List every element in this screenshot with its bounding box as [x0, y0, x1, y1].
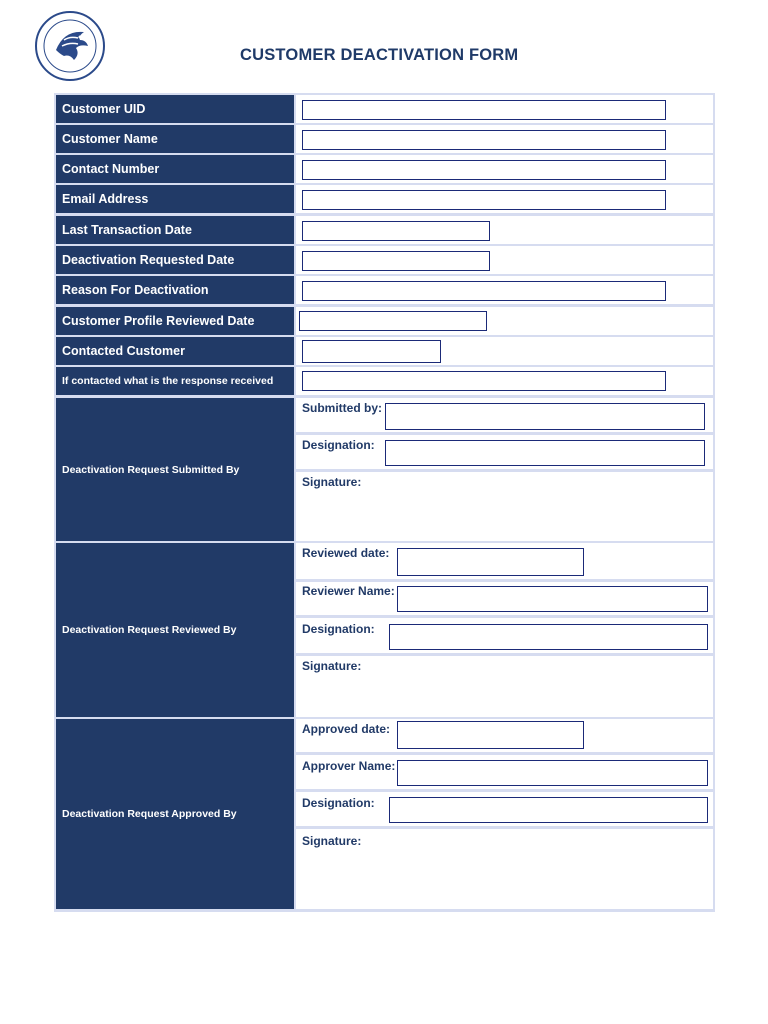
- deactivation-requested-date-input[interactable]: [302, 251, 490, 271]
- approver-name-label: Approver Name:: [302, 759, 396, 773]
- submitted-designation-label: Designation:: [302, 438, 375, 452]
- reviewer-name-input[interactable]: [397, 586, 708, 612]
- field-label-contact-number: Contact Number: [56, 155, 294, 183]
- field-row: [296, 155, 713, 183]
- reviewed-designation-label: Designation:: [302, 622, 375, 636]
- section-label-approved: Deactivation Request Approved By: [56, 719, 294, 909]
- field-label-last-transaction-date: Last Transaction Date: [56, 216, 294, 244]
- field-row: [296, 216, 713, 244]
- approved-signature-area[interactable]: [296, 829, 713, 909]
- divider: [296, 752, 713, 755]
- divider: [296, 789, 713, 792]
- field-label-email-address: Email Address: [56, 185, 294, 213]
- contact-response-input[interactable]: [302, 371, 666, 391]
- page-title: CUSTOMER DEACTIVATION FORM: [240, 46, 519, 64]
- field-label-customer-uid: Customer UID: [56, 95, 294, 123]
- submitted-by-label: Submitted by:: [302, 401, 382, 415]
- eagle-logo-icon: [34, 10, 106, 82]
- section-approved: [296, 719, 713, 909]
- approved-date-input[interactable]: [397, 721, 584, 749]
- field-row: [296, 125, 713, 153]
- field-label-customer-name: Customer Name: [56, 125, 294, 153]
- submitted-signature-label: Signature:: [302, 475, 362, 489]
- field-row: [296, 367, 713, 395]
- submitted-by-input[interactable]: [385, 403, 705, 430]
- approved-designation-input[interactable]: [389, 797, 708, 823]
- divider: [296, 579, 713, 582]
- field-label-customer-profile-reviewed-date: Customer Profile Reviewed Date: [56, 307, 294, 335]
- divider: [296, 615, 713, 618]
- field-label-contacted-customer: Contacted Customer: [56, 337, 294, 365]
- field-label-contact-response: If contacted what is the response received: [56, 367, 294, 395]
- customer-name-input[interactable]: [302, 130, 666, 150]
- field-row: [296, 307, 713, 335]
- approved-designation-label: Designation:: [302, 796, 375, 810]
- customer-profile-reviewed-date-input[interactable]: [299, 311, 487, 331]
- field-row: [296, 185, 713, 213]
- last-transaction-date-input[interactable]: [302, 221, 490, 241]
- reviewed-date-input[interactable]: [397, 548, 584, 576]
- contact-number-input[interactable]: [302, 160, 666, 180]
- approver-name-input[interactable]: [397, 760, 708, 786]
- section-label-submitted: Deactivation Request Submitted By: [56, 398, 294, 541]
- reviewer-name-label: Reviewer Name:: [302, 584, 395, 598]
- reviewed-date-label: Reviewed date:: [302, 546, 390, 560]
- reviewed-signature-label: Signature:: [302, 659, 362, 673]
- email-address-input[interactable]: [302, 190, 666, 210]
- contacted-customer-input[interactable]: [302, 340, 441, 363]
- field-row: [296, 276, 713, 304]
- reviewed-signature-area[interactable]: [296, 656, 713, 717]
- reviewed-designation-input[interactable]: [389, 624, 708, 650]
- approved-date-label: Approved date:: [302, 722, 391, 736]
- deactivation-form: [54, 93, 715, 912]
- field-row: [296, 337, 713, 365]
- reason-for-deactivation-input[interactable]: [302, 281, 666, 301]
- field-row: [296, 95, 713, 123]
- customer-uid-input[interactable]: [302, 100, 666, 120]
- submitted-designation-input[interactable]: [385, 440, 705, 466]
- field-label-reason-for-deactivation: Reason For Deactivation: [56, 276, 294, 304]
- section-label-reviewed: Deactivation Request Reviewed By: [56, 543, 294, 717]
- divider: [296, 432, 713, 435]
- field-label-deactivation-requested-date: Deactivation Requested Date: [56, 246, 294, 274]
- section-submitted: [296, 398, 713, 541]
- section-reviewed: [296, 543, 713, 717]
- field-row: [296, 246, 713, 274]
- submitted-signature-area[interactable]: [296, 472, 713, 541]
- approved-signature-label: Signature:: [302, 834, 362, 848]
